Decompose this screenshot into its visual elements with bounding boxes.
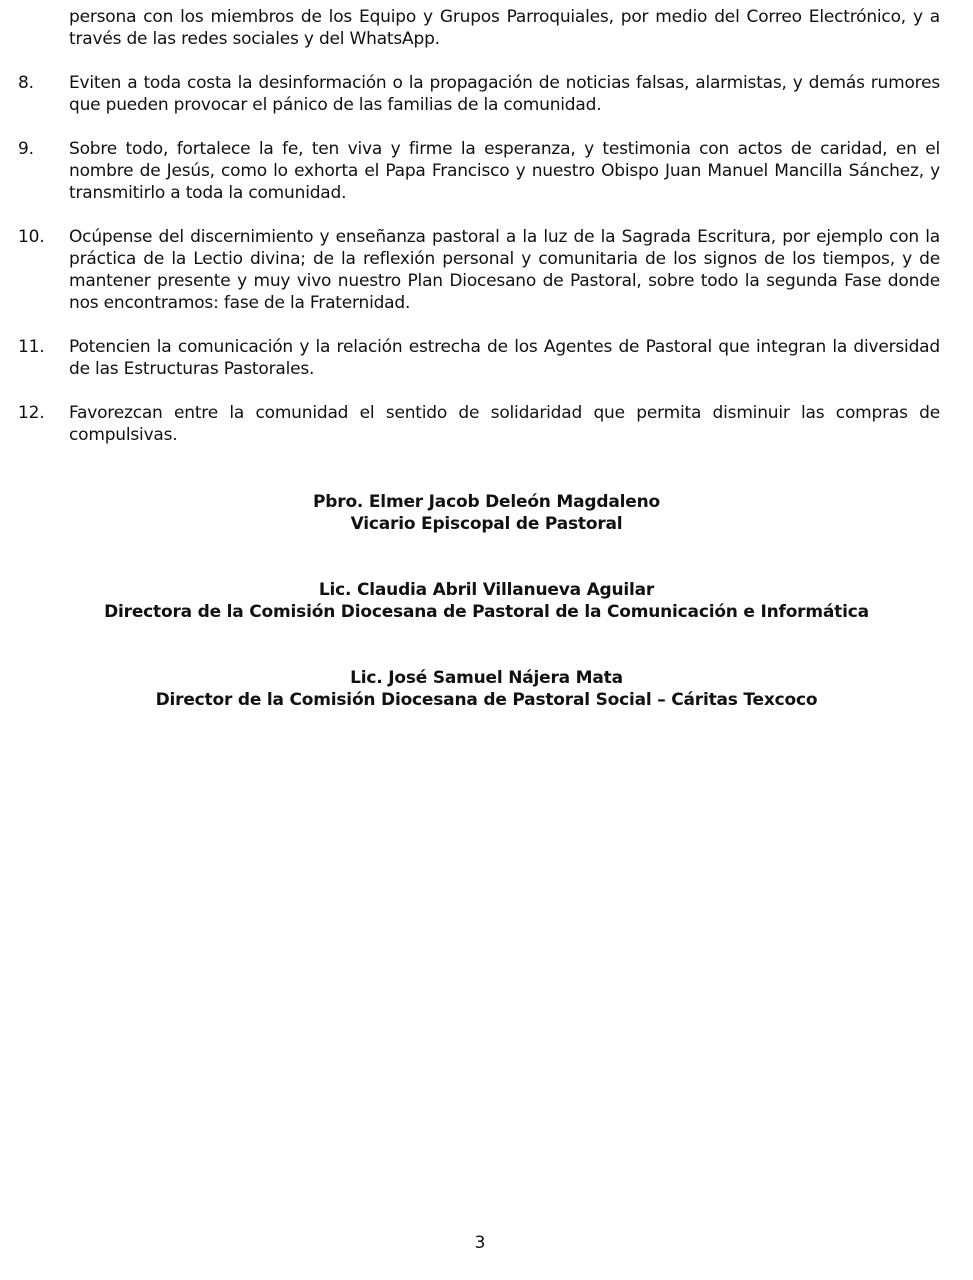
signature-name: Lic. José Samuel Nájera Mata — [350, 668, 623, 688]
item-text: Ocúpense del discernimiento y enseñanza pastoral a la luz de la Sagrada Escritura, por ejemplo con la práctica de la Lectio divina; de la reflexión personal y comunitaria de los signos de los tiempos, y de mantener presente y muy vivo nuestro Plan Diocesano de Pastoral, sobre todo la segunda Fase donde nos encontramos: fase de la Fraternidad. — [69, 227, 940, 313]
item-number: 8. — [18, 73, 34, 93]
item-number: 9. — [18, 139, 34, 159]
signature-title: Directora de la Comisión Diocesana de Pastoral de la Comunicación e Informática — [104, 602, 869, 622]
item-number: 11. — [18, 337, 45, 357]
item-text: Favorezcan entre la comunidad el sentido de solidaridad que permita disminuir las compras de compulsivas. — [69, 403, 940, 445]
item-number: 10. — [18, 227, 45, 247]
continuation-paragraph: persona con los miembros de los Equipo y Grupos Parroquiales, por medio del Correo Electrónico, y a través de las redes sociales y del WhatsApp. — [69, 7, 940, 49]
item-text: Eviten a toda costa la desinformación o la propagación de noticias falsas, alarmistas, y demás rumores que pueden provocar el pánico de las familias de la comunidad. — [69, 73, 940, 115]
signature-name: Lic. Claudia Abril Villanueva Aguilar — [318, 580, 655, 600]
page-number: 3 — [474, 1233, 486, 1253]
item-text: Potencien la comunicación y la relación estrecha de los Agentes de Pastoral que integran la diversidad de las Estructuras Pastorales. — [69, 337, 940, 379]
item-text: Sobre todo, fortalece la fe, ten viva y firme la esperanza, y testimonia con actos de caridad, en el nombre de Jesús, como lo exhorta el Papa Francisco y nuestro Obispo Juan Manuel Mancilla Sánchez, y transmitirlo a toda la comunidad. — [69, 139, 940, 203]
signature-title: Vicario Episcopal de Pastoral — [350, 514, 623, 534]
signature-name: Pbro. Elmer Jacob Deleón Magdaleno — [313, 492, 660, 512]
signature-title: Director de la Comisión Diocesana de Pastoral Social – Cáritas Texcoco — [155, 690, 818, 710]
item-number: 12. — [18, 403, 45, 423]
